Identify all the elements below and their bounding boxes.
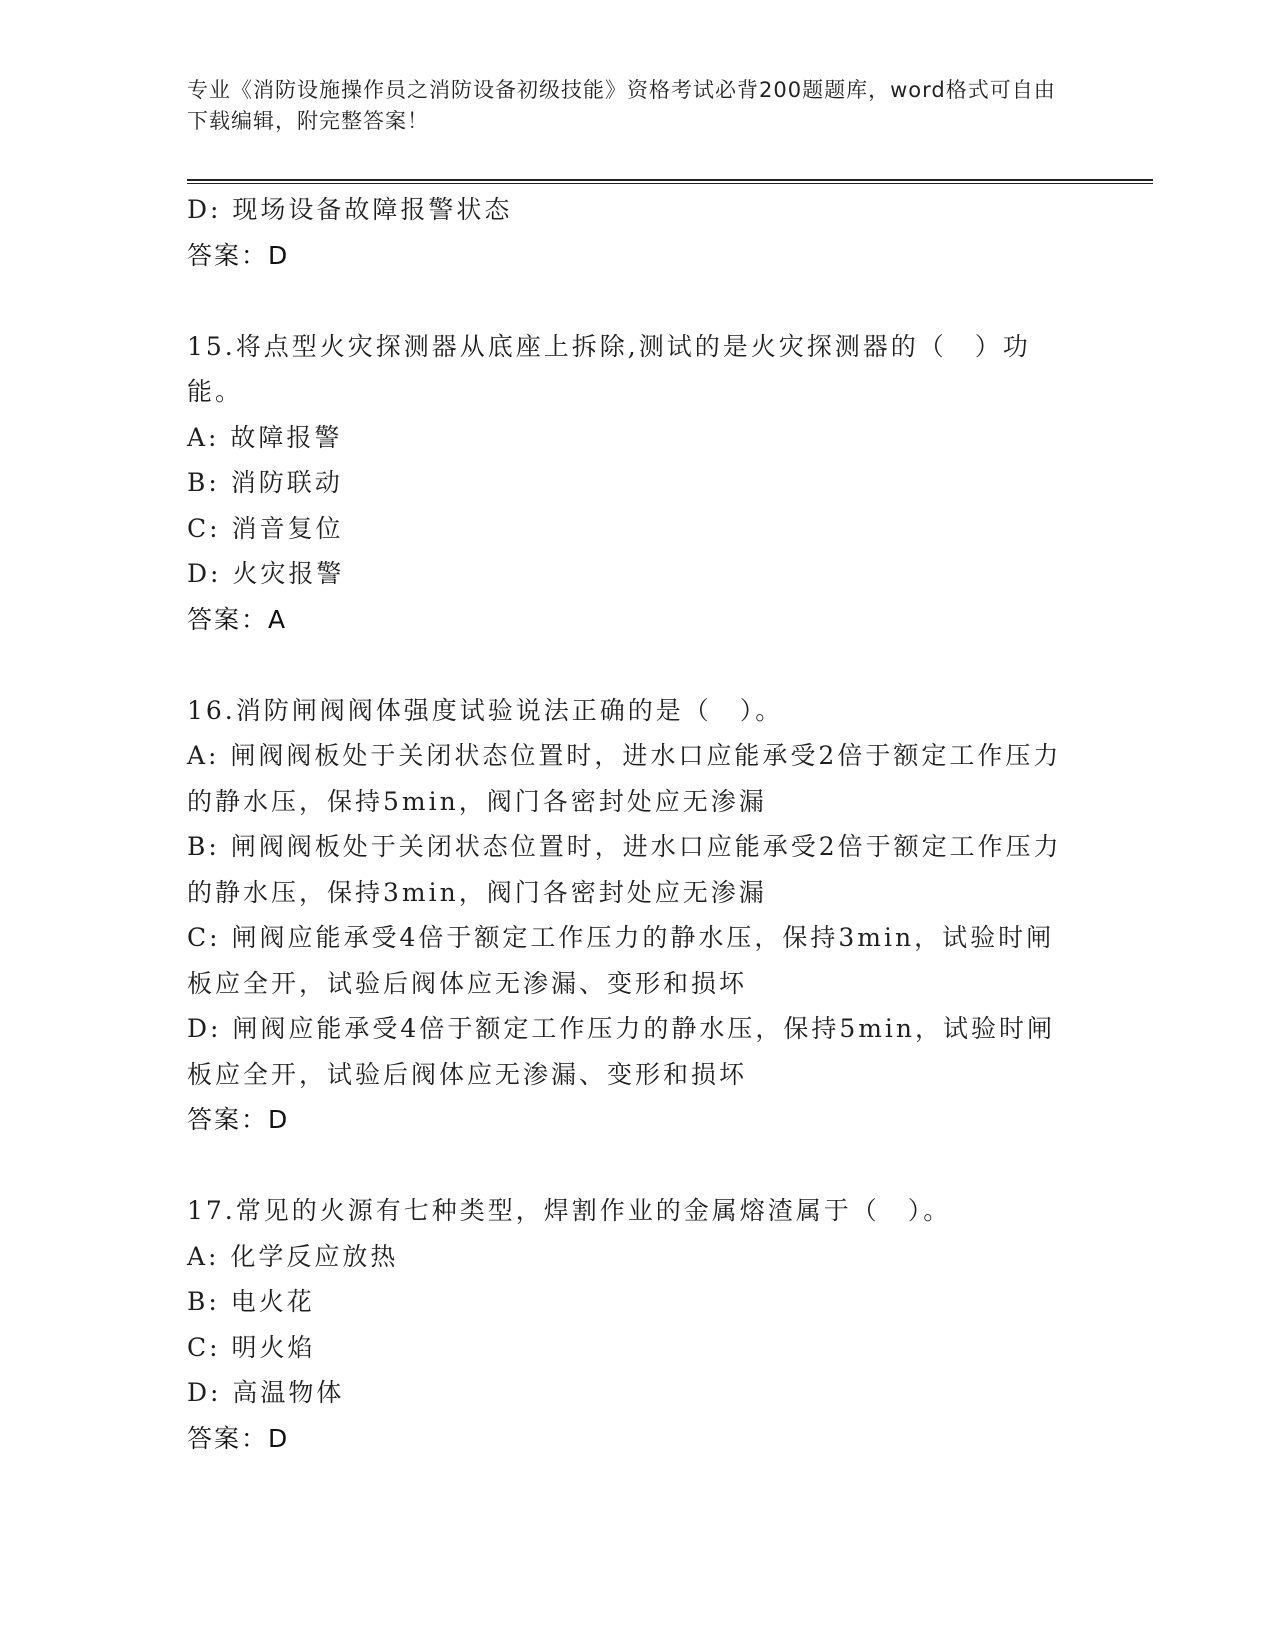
spacer xyxy=(187,1143,1077,1189)
spacer xyxy=(187,642,1077,688)
option-a: A: 闸阀阀板处于关闭状态位置时，进水口应能承受2倍于额定工作压力的静水压，保持5min，阀门各密封处应无渗漏 xyxy=(187,741,1062,816)
question-15 xyxy=(187,324,1077,643)
question-stem: 16.消防闸阀阀体强度试验说法正确的是（ ）。 xyxy=(187,695,784,725)
question-17 xyxy=(187,1188,1077,1461)
question-stem: 15.将点型火灾探测器从底座上拆除,测试的是火灾探测器的（ ）功能。 xyxy=(187,331,1031,406)
answer-line: 答案：D xyxy=(187,1105,290,1134)
option-d: D: 闸阀应能承受4倍于额定工作压力的静水压，保持5min，试验时闸板应全开，试验后阀体应无渗漏、变形和损坏 xyxy=(187,1014,1056,1089)
question-list xyxy=(187,187,1077,1461)
option-b: B: 闸阀阀板处于关闭状态位置时，进水口应能承受2倍于额定工作压力的静水压，保持3min，阀门各密封处应无渗漏 xyxy=(187,832,1062,907)
option-d: D: 高温物体 xyxy=(187,1378,345,1407)
option-c: C: 消音复位 xyxy=(187,513,344,543)
header-divider-thick xyxy=(187,179,1153,181)
option-b: B: 消防联动 xyxy=(187,468,343,497)
option-a: A: 故障报警 xyxy=(187,422,343,452)
question-stem: 17.常见的火源有七种类型，焊割作业的金属熔渣属于（ ）。 xyxy=(187,1196,952,1225)
question-14-tail xyxy=(187,187,1077,278)
option-d: D: 火灾报警 xyxy=(187,559,345,588)
option-c: C: 明火焰 xyxy=(187,1332,316,1362)
option-a: A: 化学反应放热 xyxy=(187,1241,399,1271)
option-b: B: 电火花 xyxy=(187,1287,315,1316)
answer-line: 答案：D xyxy=(187,240,290,270)
header-divider-thin xyxy=(187,183,1153,184)
option-d: D: 现场设备故障报警状态 xyxy=(187,195,513,224)
spacer xyxy=(187,278,1077,324)
answer-line: 答案：D xyxy=(187,1423,290,1453)
question-16 xyxy=(187,688,1077,1143)
answer-line: 答案：A xyxy=(187,604,288,634)
option-c: C: 闸阀应能承受4倍于额定工作压力的静水压，保持3min，试验时闸板应全开，试验后阀体应无渗漏、变形和损坏 xyxy=(187,923,1055,998)
document-header-intro: 专业《消防设施操作员之消防设备初级技能》资格考试必背200题题库，word格式可自由下载编辑，附完整答案！ xyxy=(187,78,1056,133)
